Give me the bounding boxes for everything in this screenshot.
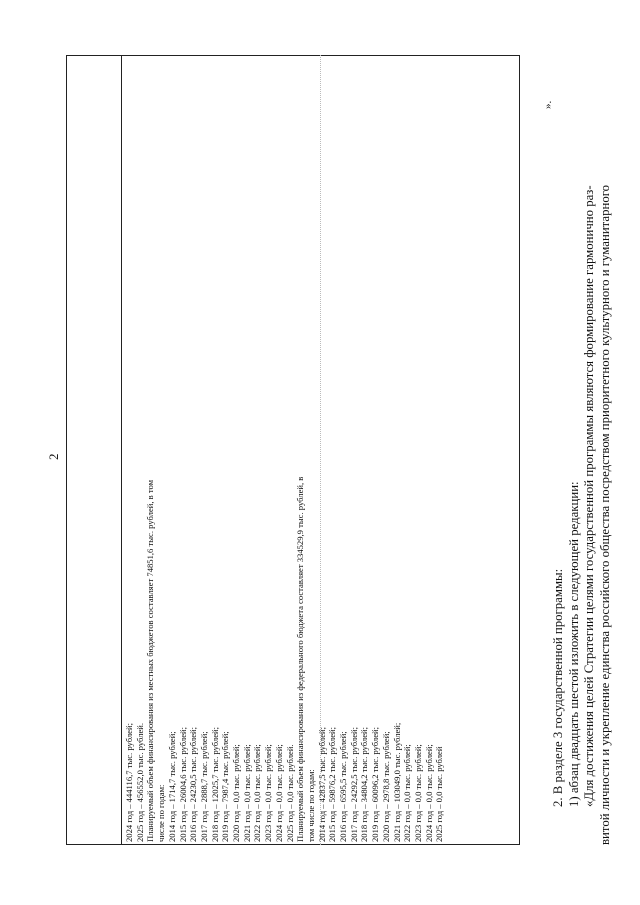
paragraph: витой личности и укрепление единства российского общества посредством приоритетного культурного и гуманитарного [597,184,612,845]
table-line: 2022 год – 0,0 тыс. рублей; [252,744,263,842]
table-line: 2023 год – 0,0 тыс. рублей; [263,744,274,842]
table-line: 2021 год – 0,0 тыс. рублей; [241,744,252,842]
page-number: 2 [46,453,61,460]
table-line: 2024 год – 0,0 тыс. рублей; [273,744,284,842]
table-line: 2021 год – 103049,0 тыс. рублей; [391,722,402,842]
table-line: 2020 год – 2978,8 тыс. рублей; [380,731,391,842]
table-line: 2023 год – 0,0 тыс. рублей; [412,744,423,842]
paragraph: 1) абзац двадцать шестой изложить в следующей редакции: [566,481,581,807]
table-line: 2020 год – 0,0 тыс. рублей; [231,744,242,842]
table-line: Планируемый объем финансирования из местных бюджетов составляет 74851,6 тыс. рублей, в том [145,479,156,842]
amendment-text [551,55,613,845]
closing-quote: ». [542,100,554,109]
table-line: 2019 год – 60096,2 тыс. рублей; [370,727,381,842]
table-line: 2014 год – 42837,5 тыс. рублей; [316,727,327,842]
table-line: Планируемый объем финансирования из федерального бюджета составляет 334529,9 тыс. рублей, в [295,476,306,842]
table-line: 2016 год – 24230,5 тыс. рублей; [188,727,199,842]
table-line: 2015 год – 26004,6 тыс. рублей; [177,727,188,842]
table-line: 2015 год – 59876,2 тыс. рублей; [327,727,338,842]
paragraph: «Для достижения целей Стратегии целями государственной программы являются формирование гармонично раз- [582,185,596,807]
financing-details-cell [124,55,520,845]
table-line: том числе по годам: [305,769,316,842]
table-line: 2024 год – 0,0 тыс. рублей; [423,744,434,842]
table-line: 2018 год – 34804,2 тыс. рублей; [359,727,370,842]
table-line: 2022 год – 0,0 тыс. рублей; [402,744,413,842]
table-line: 2025 год – 456552,0 тыс. рублей. [134,722,145,842]
table-line: 2017 год – 24292,5 тыс. рублей; [348,727,359,842]
table-line: 2025 год – 0,0 тыс. рублей [434,746,445,842]
table-line: 2025 год – 0,0 тыс. рублей. [284,744,295,842]
table-line: 2018 год – 12025,7 тыс. рублей; [209,727,220,842]
table-line: 2016 год – 6595,5 тыс. рублей; [338,731,349,842]
table-line: числе по годам: [156,784,167,842]
paragraph: 2. В разделе 3 государственной программы: [551,568,565,807]
table-line: 2024 год – 444116,7 тыс. рублей; [124,723,134,842]
table-line: 2017 год – 2888,7 тыс. рублей; [198,731,209,842]
table-line: 2014 год – 1714,7 тыс. рублей; [166,731,177,842]
table-line: 2019 год – 7987,4 тыс. рублей; [220,731,231,842]
table-column-divider [121,55,122,845]
